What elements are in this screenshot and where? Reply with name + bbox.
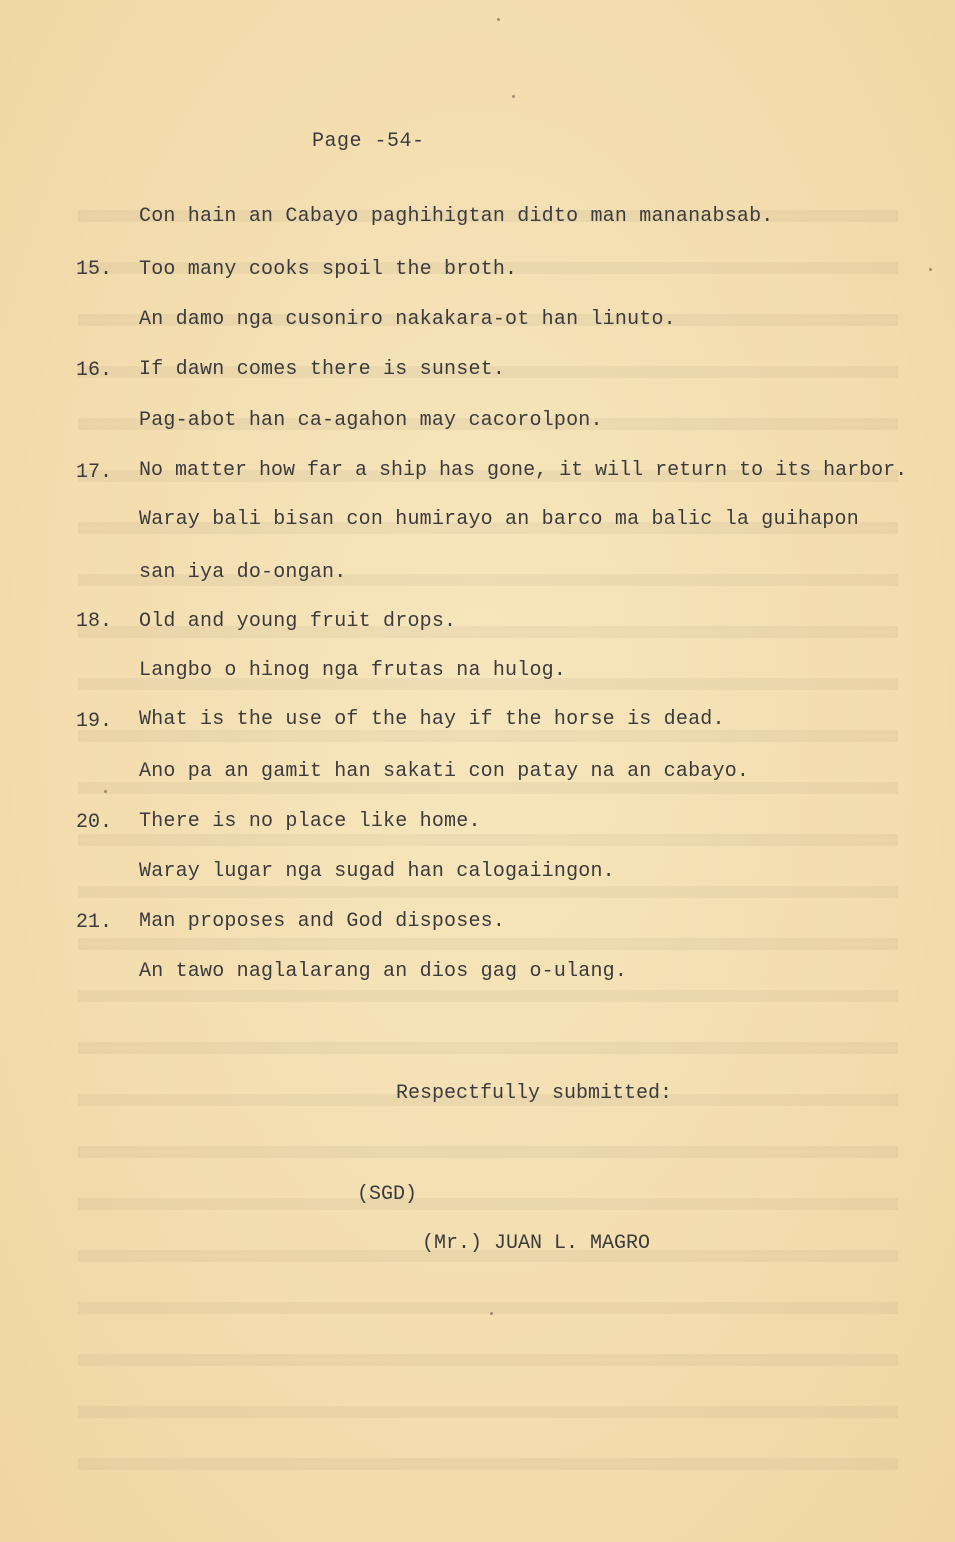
proverb-line: Ano pa an gamit han sakati con patay na an cabayo. [139,760,750,783]
paper-speck [104,790,107,793]
item-number: 20. [76,811,113,834]
author-name: (Mr.) JUAN L. MAGRO [422,1232,651,1255]
proverb-line: Langbo o hinog nga frutas na hulog. [139,659,567,682]
proverb-line: Too many cooks spoil the broth. [139,258,518,281]
signature-mark: (SGD) [357,1183,418,1206]
page-header: Page -54- [312,130,425,153]
proverb-line: No matter how far a ship has gone, it will return to its harbor. [139,459,908,482]
proverb-line: An damo nga cusoniro nakakara-ot han linuto. [139,308,676,331]
item-number: 19. [76,710,113,733]
paper-speck [490,1312,493,1315]
proverb-line: Waray bali bisan con humirayo an barco ma balic la guihapon [139,508,859,531]
proverb-line: An tawo naglalarang an dios gag o-ulang. [139,960,628,983]
proverb-line: Old and young fruit drops. [139,610,457,633]
proverb-line: san iya do-ongan. [139,561,347,584]
proverb-line: There is no place like home. [139,810,481,833]
proverb-line: Con hain an Cabayo paghihigtan didto man mananabsab. [139,205,774,228]
proverb-line: What is the use of the hay if the horse is dead. [139,708,725,731]
item-number: 16. [76,359,113,382]
paper-speck [497,18,500,21]
paper-speck [512,95,515,98]
item-number: 21. [76,911,113,934]
proverb-line: Man proposes and God disposes. [139,910,506,933]
proverb-line: Waray lugar nga sugad han calogaiingon. [139,860,615,883]
item-number: 17. [76,461,113,484]
proverb-line: If dawn comes there is sunset. [139,358,506,381]
paper-speck [929,268,932,271]
item-number: 18. [76,610,113,633]
item-number: 15. [76,258,113,281]
closing-submitted: Respectfully submitted: [396,1082,673,1105]
proverb-line: Pag-abot han ca-agahon may cacorolpon. [139,409,603,432]
